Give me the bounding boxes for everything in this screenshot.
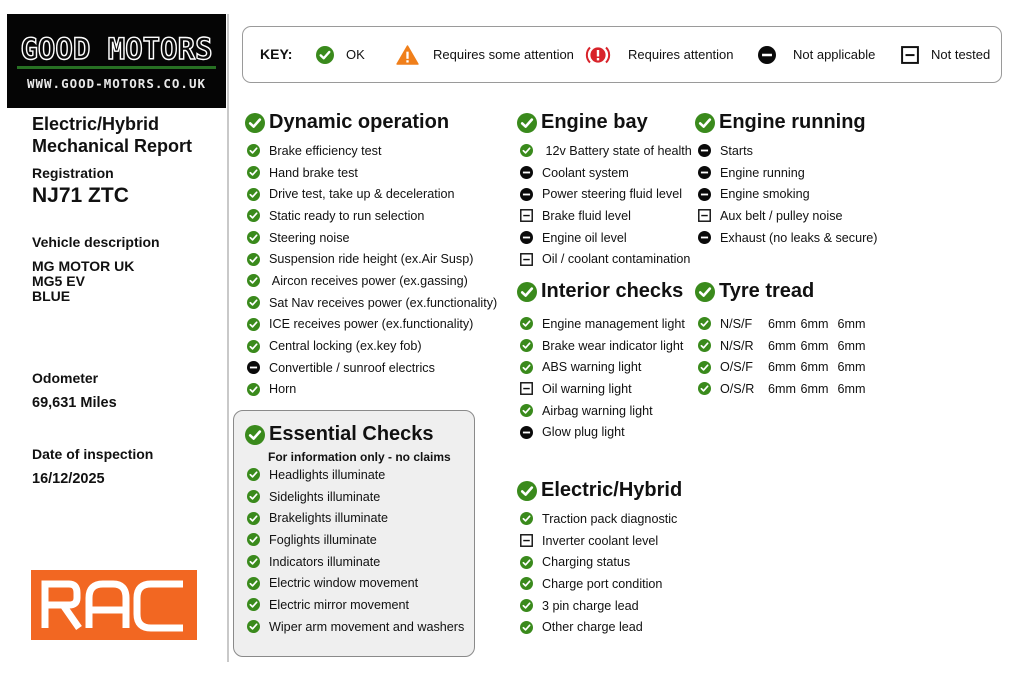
list-item (247, 486, 464, 508)
ok-icon (695, 113, 715, 133)
minus-square-icon (698, 209, 711, 222)
item-label: Charging status (542, 555, 631, 570)
ok-icon (698, 339, 711, 352)
ok-icon (247, 490, 260, 503)
vehicle-colour: BLUE (32, 288, 71, 304)
list-item (698, 227, 878, 249)
tyre-position: N/S/F (720, 316, 753, 331)
list-item (520, 335, 685, 357)
dynamic-checklist (247, 140, 497, 400)
ok-icon (698, 382, 711, 395)
key-not-applicable-label: Not applicable (793, 47, 876, 62)
item-label: Electric window movement (269, 576, 419, 591)
list-item (520, 205, 692, 227)
status-key (242, 26, 1002, 83)
item-label: Horn (269, 382, 297, 397)
minus-square-icon (520, 534, 533, 547)
list-item (520, 162, 692, 184)
tyre-title-text: Tyre tread (719, 280, 815, 302)
key-some-attention-label: Requires some attention (433, 47, 574, 62)
item-label: Brake efficiency test (269, 143, 382, 158)
list-item (520, 183, 692, 205)
engine-bay-checklist (520, 140, 692, 270)
item-label: Indicators illuminate (269, 554, 381, 569)
ok-icon (698, 317, 711, 330)
inspection-date-value: 16/12/2025 (32, 471, 105, 487)
warning-triangle-icon (396, 45, 419, 65)
vehicle-description-label: Vehicle description (32, 234, 160, 250)
minus-circle-icon (698, 188, 711, 201)
list-item (247, 292, 497, 314)
ok-icon (520, 317, 533, 330)
ok-icon (247, 598, 260, 611)
item-label: Starts (720, 143, 753, 158)
minus-circle-icon (698, 166, 711, 179)
engine-bay-title-text: Engine bay (541, 111, 648, 133)
electric-hybrid-checklist (520, 508, 677, 638)
item-label: Power steering fluid level (542, 187, 683, 202)
tyre-depths: 6mm 6mm 6mm (768, 381, 866, 396)
key-attention-label: Requires attention (628, 47, 734, 62)
dynamic-title-text: Dynamic operation (269, 111, 450, 133)
minus-circle-icon (698, 231, 711, 244)
item-label: Airbag warning light (542, 403, 653, 418)
report-title-line2: Mechanical Report (32, 136, 193, 156)
item-label: ABS warning light (542, 360, 642, 375)
list-item (520, 378, 685, 400)
item-label: Glow plug light (542, 425, 625, 440)
ok-icon (247, 468, 260, 481)
list-item (698, 205, 878, 227)
essential-title-text: Essential Checks (269, 423, 434, 445)
vehicle-description (32, 259, 134, 304)
panel-divider (227, 14, 229, 662)
report-title (32, 113, 222, 157)
list-item (247, 183, 497, 205)
inspection-date-label: Date of inspection (32, 446, 154, 462)
item-label: Charge port condition (542, 576, 663, 591)
item-label: ICE receives power (ex.functionality) (269, 317, 474, 332)
tyre-depths: 6mm 6mm 6mm (768, 360, 866, 375)
odometer-label: Odometer (32, 370, 99, 386)
ok-icon (247, 318, 260, 331)
item-label: Traction pack diagnostic (542, 511, 678, 526)
item-label: Engine oil level (542, 230, 627, 245)
rac-logo-mark (31, 570, 197, 640)
item-label: Oil / coolant contamination (542, 252, 691, 267)
electric-title-text: Electric/Hybrid (541, 479, 683, 501)
item-label: Aux belt / pulley noise (720, 208, 843, 223)
logo-brand-text: GOOD MOTORS (20, 32, 213, 66)
ok-icon (245, 425, 265, 445)
tyre-position: O/S/F (720, 360, 753, 375)
key-item-not-tested (901, 27, 990, 82)
list-item (247, 314, 497, 336)
ok-icon (247, 555, 260, 568)
interior-title-text: Interior checks (541, 280, 684, 302)
tyre-row (698, 335, 868, 357)
tyre-tread-list (698, 313, 868, 400)
vehicle-model: MG5 EV (32, 273, 85, 289)
alert-circle-icon (585, 45, 611, 65)
ok-icon (247, 166, 260, 179)
list-item (520, 595, 677, 617)
section-title-engine-bay (517, 111, 648, 134)
ok-icon (695, 282, 715, 302)
list-item (247, 379, 497, 401)
list-item (698, 183, 878, 205)
odometer-value: 69,631 Miles (32, 395, 117, 411)
ok-icon (520, 339, 533, 352)
list-item (247, 248, 497, 270)
item-label: Brakelights illuminate (269, 511, 388, 526)
key-item-some-attention (396, 27, 574, 82)
list-item (520, 227, 692, 249)
ok-icon (247, 340, 260, 353)
list-item (520, 248, 692, 270)
ok-icon (247, 231, 260, 244)
interior-checklist (520, 313, 685, 443)
section-title-tyre-tread (695, 280, 814, 303)
section-title-dynamic (245, 111, 449, 134)
ok-icon (517, 481, 537, 501)
list-item (698, 140, 878, 162)
list-item (247, 594, 464, 616)
item-label: Static ready to run selection (269, 208, 425, 223)
rac-logo (31, 570, 197, 640)
essential-subtitle: For information only - no claims (268, 450, 451, 464)
ok-icon (247, 533, 260, 546)
item-label: 12v Battery state of health (542, 143, 692, 158)
key-item-attention (585, 27, 734, 82)
item-label: Drive test, take up & deceleration (269, 187, 455, 202)
item-label: Hand brake test (269, 165, 358, 180)
item-label: Engine running (720, 165, 805, 180)
key-item-ok (316, 27, 365, 82)
list-item (247, 464, 464, 486)
list-item (520, 313, 685, 335)
ok-icon (520, 556, 533, 569)
list-item (247, 616, 464, 638)
list-item (520, 508, 677, 530)
minus-square-icon (901, 46, 919, 64)
registration-label: Registration (32, 165, 114, 181)
item-label: Steering noise (269, 230, 350, 245)
item-label: Sat Nav receives power (ex.functionality) (269, 295, 498, 310)
item-label: Brake wear indicator light (542, 338, 684, 353)
ok-icon (247, 512, 260, 525)
list-item (520, 530, 677, 552)
list-item (247, 551, 464, 573)
section-title-interior (517, 280, 683, 303)
tyre-position: N/S/R (720, 338, 754, 353)
minus-circle-icon (758, 46, 776, 64)
ok-icon (520, 621, 533, 634)
ok-icon (247, 620, 260, 633)
key-label: KEY: (260, 46, 293, 62)
minus-square-icon (520, 209, 533, 222)
list-item (247, 140, 497, 162)
ok-icon (247, 296, 260, 309)
tyre-depths: 6mm 6mm 6mm (768, 338, 866, 353)
list-item (520, 616, 677, 638)
list-item (247, 529, 464, 551)
item-label: Coolant system (542, 165, 629, 180)
item-label: Other charge lead (542, 620, 643, 635)
ok-icon (520, 361, 533, 374)
item-label: Aircon receives power (ex.gassing) (269, 273, 468, 288)
ok-icon (247, 188, 260, 201)
minus-square-icon (520, 382, 533, 395)
item-label: Brake fluid level (542, 208, 631, 223)
essential-checklist (247, 464, 464, 638)
engine-running-checklist (698, 140, 878, 248)
key-not-tested-label: Not tested (931, 47, 991, 62)
list-item (247, 227, 497, 249)
ok-icon (316, 46, 334, 64)
ok-icon (520, 404, 533, 417)
ok-icon (247, 253, 260, 266)
item-label: Sidelights illuminate (269, 489, 381, 504)
ok-icon (245, 113, 265, 133)
list-item (520, 573, 677, 595)
vehicle-make: MG MOTOR UK (32, 258, 135, 274)
report-title-line1: Electric/Hybrid (32, 114, 160, 134)
tyre-position: O/S/R (720, 381, 755, 396)
list-item (520, 140, 692, 162)
item-label: Exhaust (no leaks & secure) (720, 230, 878, 245)
list-item (520, 551, 677, 573)
ok-icon (247, 577, 260, 590)
ok-icon (247, 274, 260, 287)
ok-icon (520, 577, 533, 590)
list-item (247, 270, 497, 292)
item-label: Electric mirror movement (269, 597, 409, 612)
item-label: Wiper arm movement and washers (269, 619, 465, 634)
section-title-electric-hybrid (517, 479, 682, 502)
list-item (247, 572, 464, 594)
item-label: Convertible / sunroof electrics (269, 360, 435, 375)
list-item (247, 162, 497, 184)
ok-icon (517, 113, 537, 133)
item-label: Engine smoking (720, 187, 810, 202)
list-item (520, 400, 685, 422)
list-item (247, 357, 497, 379)
logo-website-text: WWW.GOOD-MOTORS.CO.UK (26, 76, 207, 91)
ok-icon (517, 282, 537, 302)
item-label: Oil warning light (542, 381, 632, 396)
ok-icon (247, 144, 260, 157)
minus-circle-icon (520, 231, 533, 244)
section-title-essential (245, 423, 434, 446)
ok-icon (247, 383, 260, 396)
item-label: Engine management light (542, 316, 685, 331)
tyre-row (698, 313, 868, 335)
ok-icon (698, 361, 711, 374)
registration-value: NJ71 ZTC (32, 184, 129, 207)
item-label: 3 pin charge lead (542, 598, 639, 613)
ok-icon (520, 512, 533, 525)
list-item (520, 421, 685, 443)
item-label: Suspension ride height (ex.Air Susp) (269, 252, 474, 267)
section-title-engine-running (695, 111, 866, 134)
tyre-row (698, 378, 868, 400)
item-label: Headlights illuminate (269, 467, 386, 482)
item-label: Inverter coolant level (542, 533, 659, 548)
ok-icon (520, 144, 533, 157)
engine-running-title-text: Engine running (719, 111, 866, 133)
logo-divider (17, 66, 216, 69)
ok-icon (247, 209, 260, 222)
tyre-row (698, 356, 868, 378)
minus-circle-icon (520, 166, 533, 179)
minus-square-icon (520, 253, 533, 266)
key-ok-label: OK (346, 47, 365, 62)
minus-circle-icon (520, 426, 533, 439)
item-label: Foglights illuminate (269, 532, 377, 547)
list-item (698, 162, 878, 184)
minus-circle-icon (520, 188, 533, 201)
good-motors-logo (7, 14, 226, 108)
list-item (247, 205, 497, 227)
minus-circle-icon (247, 361, 260, 374)
minus-circle-icon (698, 144, 711, 157)
tyre-depths: 6mm 6mm 6mm (768, 316, 866, 331)
list-item (247, 507, 464, 529)
ok-icon (520, 599, 533, 612)
list-item (247, 335, 497, 357)
item-label: Central locking (ex.key fob) (269, 339, 422, 354)
key-item-not-applicable (758, 27, 875, 82)
list-item (520, 356, 685, 378)
